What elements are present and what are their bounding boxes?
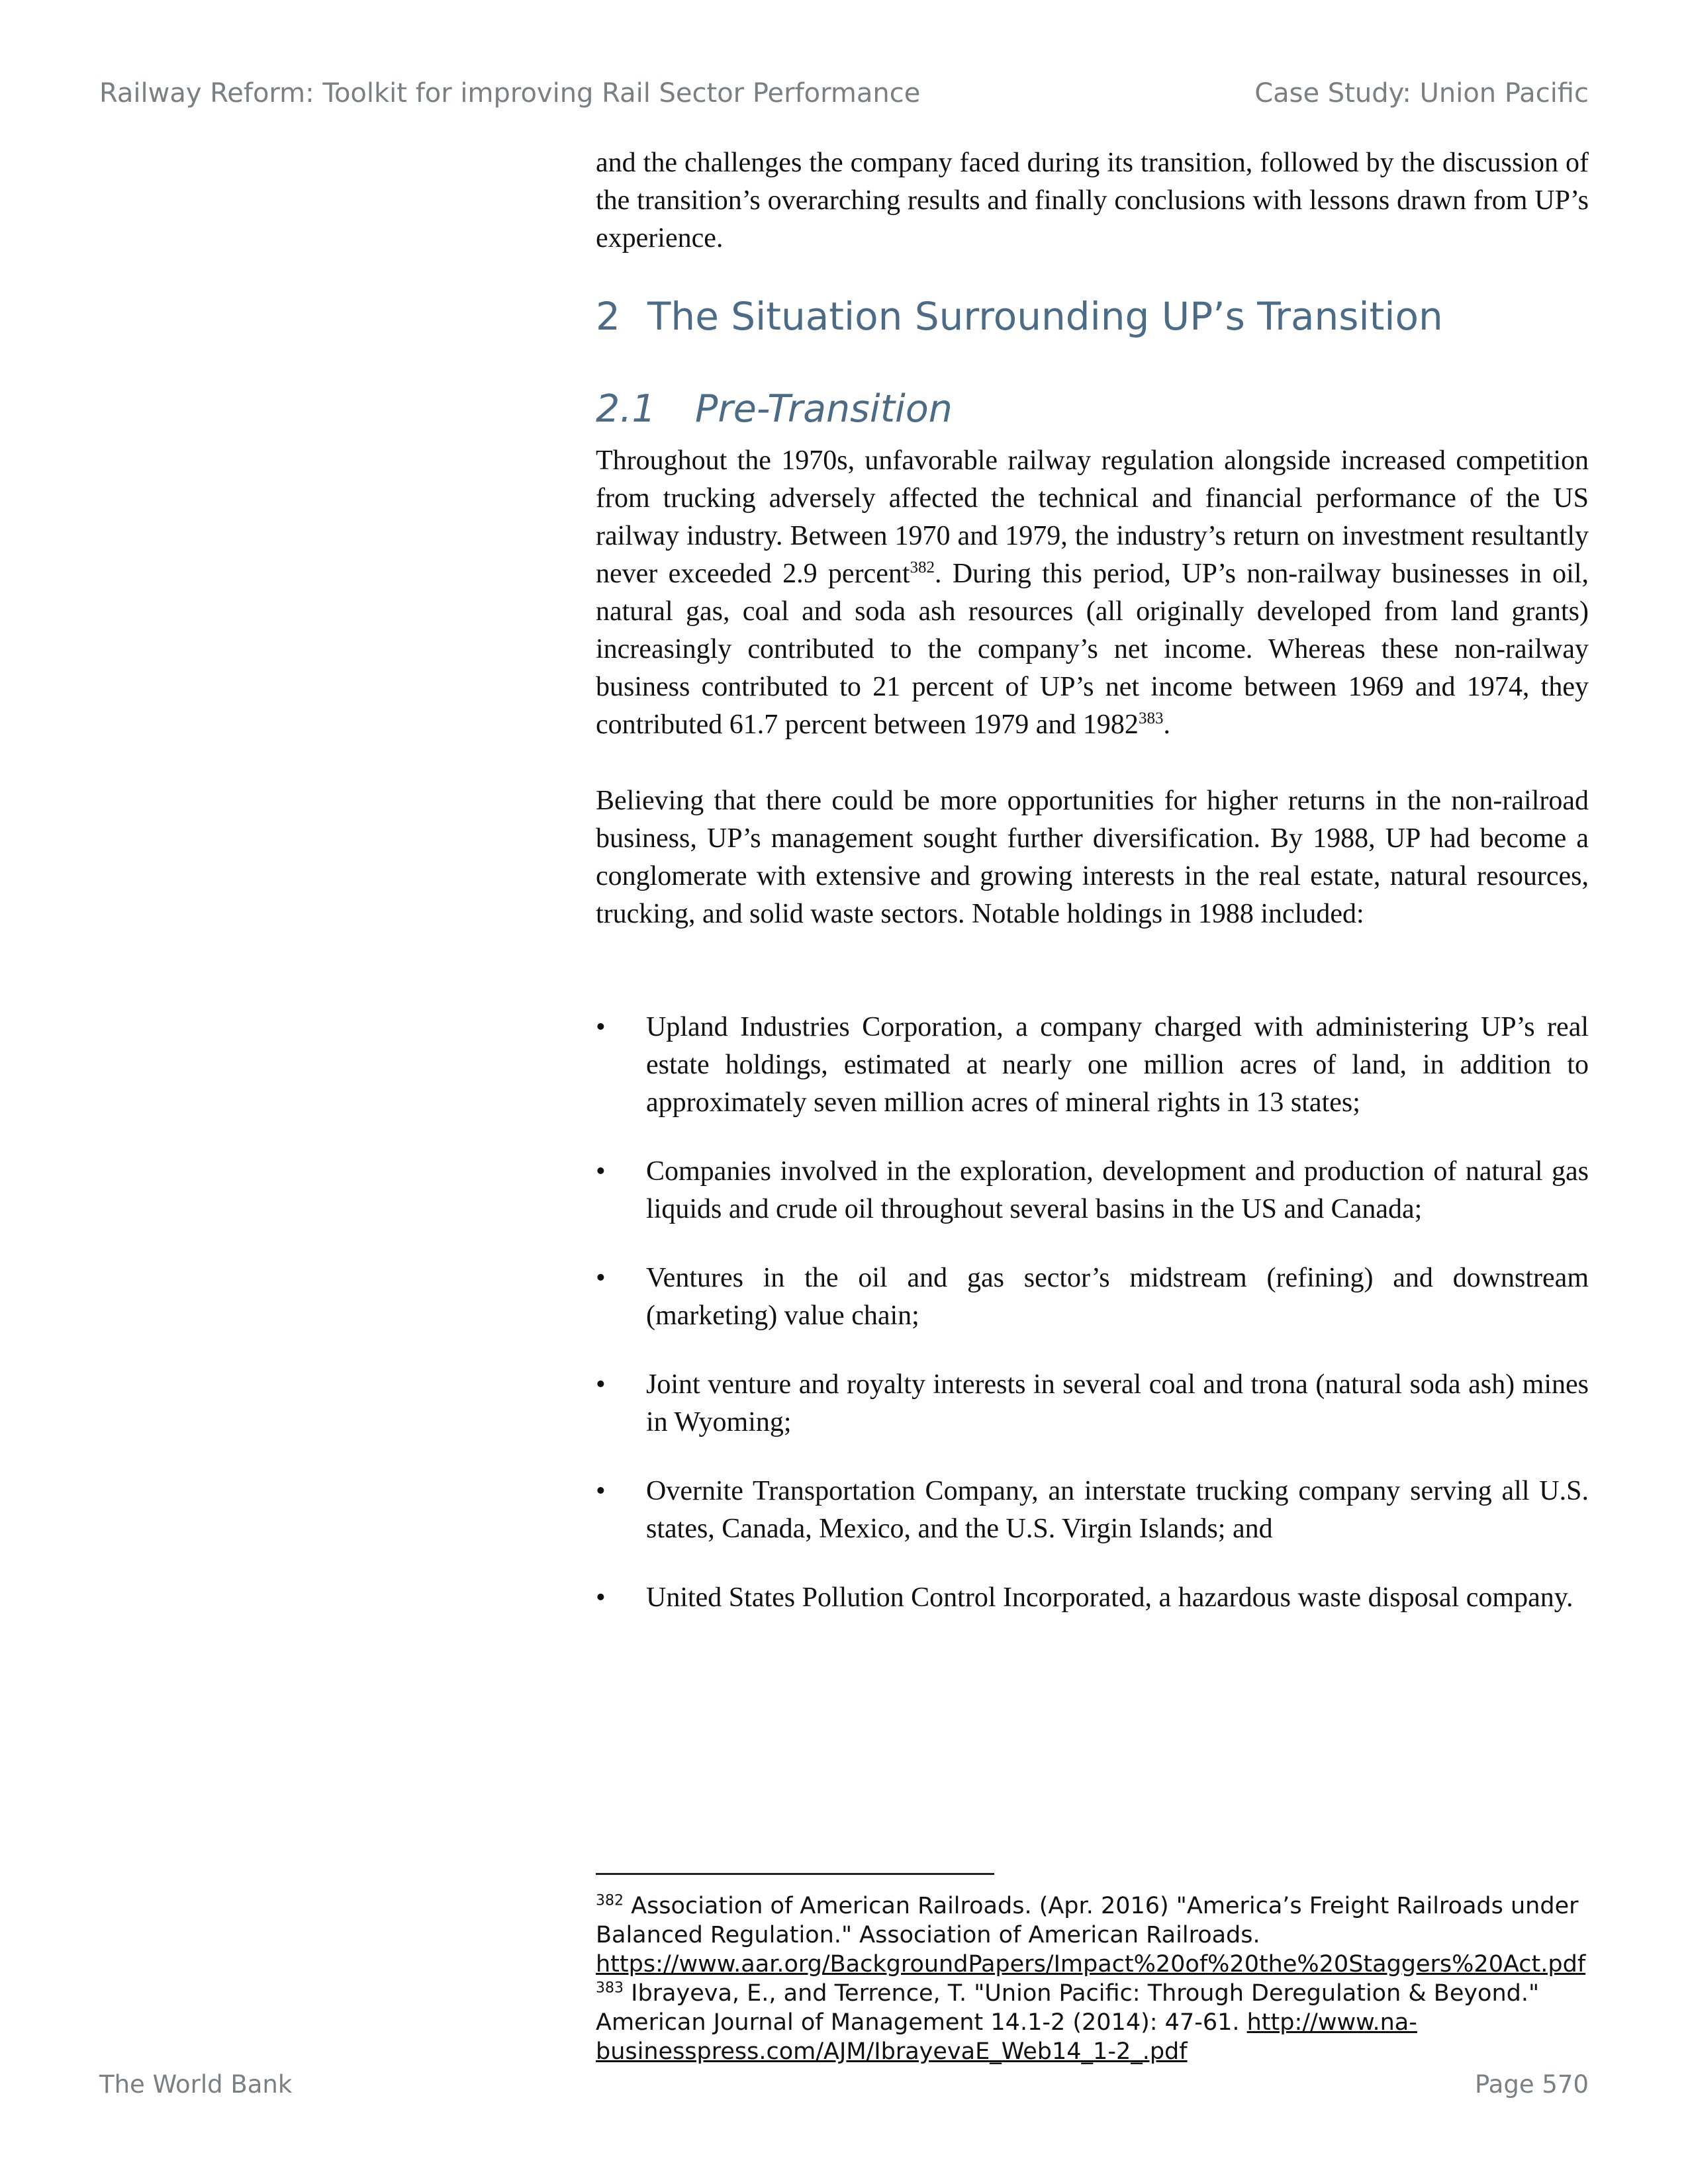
section-title: The Situation Surrounding UP’s Transition [647, 294, 1443, 339]
footnote-ref-382[interactable]: 382 [910, 559, 935, 576]
list-item-text: Ventures in the oil and gas sector’s midstream (refining) and downstream (marketing) value chain; [646, 1263, 1589, 1331]
bullet-icon: • [596, 1012, 606, 1042]
footnote-382 [596, 1891, 1589, 1979]
footnote-number: 383 [596, 1979, 624, 1997]
header-case-study: Case Study: Union Pacific [1254, 78, 1589, 109]
bullet-icon: • [596, 1156, 606, 1187]
intro-paragraph: and the challenges the company faced during its transition, followed by the discussion of the transition’s overarching results and finally conclusions with lessons drawn from UP’s experience. [596, 148, 1589, 253]
list-item [596, 1473, 1589, 1548]
list-item [596, 1009, 1589, 1122]
list-item [596, 1579, 1589, 1617]
page-number: Page 570 [1475, 2070, 1589, 2099]
section-number: 2 [596, 294, 620, 339]
footer-organization: The World Bank [99, 2070, 293, 2099]
footnote-divider [596, 1873, 994, 1875]
footnote-text: Association of American Railroads. (Apr. 2016) "America’s Freight Railroads under Balanced Regulation." Association of American Railroads. [596, 1893, 1579, 1948]
footnote-link[interactable]: https://www.aar.org/BackgroundPapers/Impact%20of%20the%20Staggers%20Act.pdf [596, 1951, 1586, 1978]
bullet-icon: • [596, 1476, 606, 1506]
footnote-ref-383[interactable]: 383 [1138, 709, 1164, 727]
subsection-heading [596, 387, 953, 431]
paragraph-text: . [1163, 709, 1170, 740]
paragraph-text: . During this period, UP’s non-railway businesses in oil, natural gas, coal and soda ash resources (all originally developed from land grants) increasingly contributed to the company’s net income. Whereas these non-railway business contributed to 21 percent of UP’s net income between 1969 and 1974, they contributed 61.7 percent between 1979 and 1982 [596, 559, 1589, 740]
pre-transition-paragraph [596, 442, 1589, 744]
paragraph-text: Throughout the 1970s, unfavorable railway regulation alongside increased competition from trucking adversely affected the technical and financial performance of the US railway industry. Between 1970 and 1979, the industry’s return on investment resultantly never exceeded 2.9 percent [596, 445, 1589, 589]
list-item-text: Upland Industries Corporation, a company charged with administering UP’s real estate holdings, estimated at nearly one million acres of land, in addition to approximately seven million acres of mineral rights in 13 states; [646, 1012, 1589, 1118]
list-item-text: United States Pollution Control Incorporated, a hazardous waste disposal company. [646, 1582, 1573, 1613]
list-item-text: Overnite Transportation Company, an interstate trucking company serving all U.S. states, Canada, Mexico, and the U.S. Virgin Islands; and [646, 1476, 1589, 1544]
footnote-number: 382 [596, 1892, 624, 1909]
subsection-number: 2.1 [596, 387, 656, 431]
bullet-icon: • [596, 1582, 606, 1613]
header-document-title: Railway Reform: Toolkit for improving Rail Sector Performance [99, 78, 921, 109]
list-item-text: Companies involved in the exploration, development and production of natural gas liquids and crude oil throughout several basins in the US and Canada; [646, 1156, 1589, 1224]
intro-block [596, 144, 1589, 257]
footnote-link[interactable]: http://www.na-businesspress.com/AJM/IbrayevaE_Web14_1-2_.pdf [596, 2009, 1417, 2065]
subsection-title: Pre-Transition [695, 387, 953, 431]
bullet-icon: • [596, 1369, 606, 1400]
list-item [596, 1153, 1589, 1228]
list-item [596, 1259, 1589, 1335]
section-heading [596, 294, 1443, 339]
bullet-icon: • [596, 1263, 606, 1293]
holdings-list [596, 1009, 1589, 1648]
list-item [596, 1366, 1589, 1441]
footnote-383 [596, 1979, 1589, 2066]
diversification-paragraph: Believing that there could be more opportunities for higher returns in the non-railroad business, UP’s management sought further diversification. By 1988, UP had become a conglomerate with extensive and growing interests in the real estate, natural resources, trucking, and solid waste sectors. Notable holdings in 1988 included: [596, 786, 1589, 929]
list-item-text: Joint venture and royalty interests in several coal and trona (natural soda ash) mines in Wyoming; [646, 1369, 1589, 1437]
footnote-text: Ibrayeva, E., and Terrence, T. "Union Pacific: Through Deregulation & Beyond." American Journal of Management 14.1-2 (2014): 47-61. [596, 1980, 1540, 2036]
footnotes [596, 1891, 1589, 2066]
